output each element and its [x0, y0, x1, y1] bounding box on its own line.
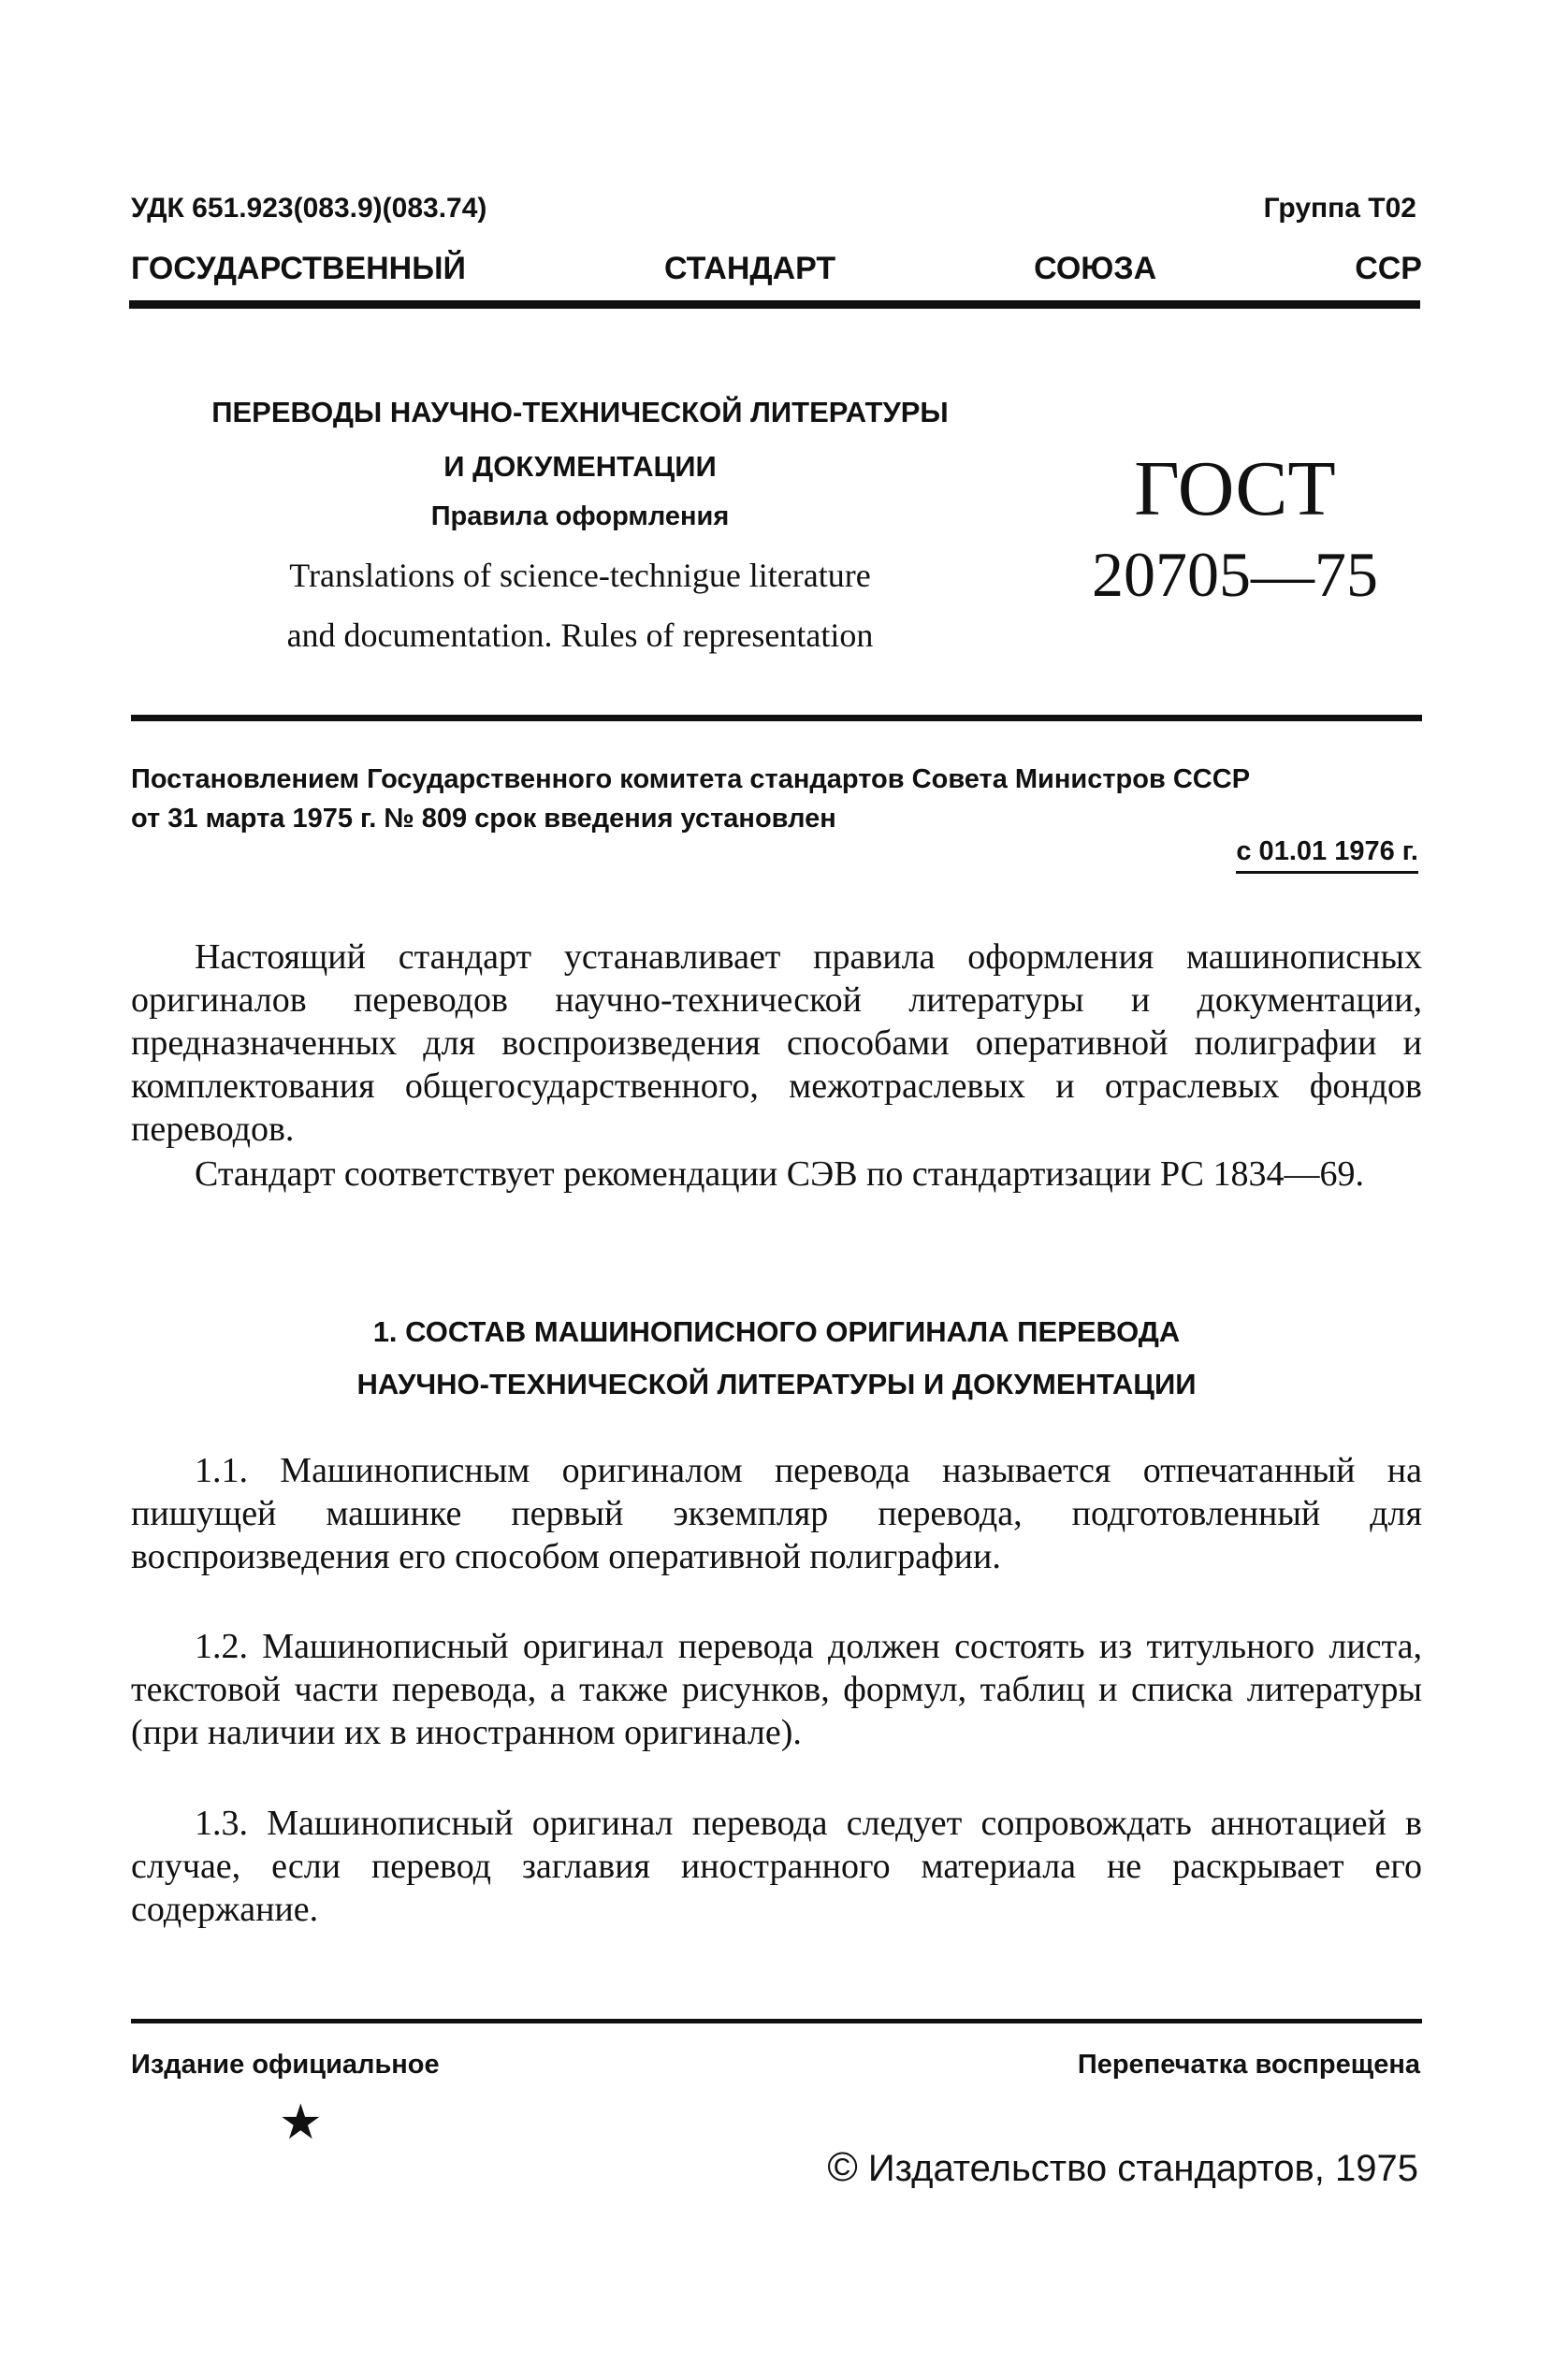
publisher-line — [827, 2144, 1418, 2191]
compliance-paragraph: Стандарт соответствует рекомендации СЭВ по стандартизации РС 1834—69. — [195, 1154, 1364, 1194]
middle-divider — [131, 715, 1422, 721]
item-1-2: 1.2. Машинописный оригинал перевода должен состоять из титульного листа, текстовой части перевода, а также рисунков, формул, таблиц и списка литературы (при наличии их в иностранном оригинале). — [131, 1627, 1422, 1752]
copyright-icon: © — [827, 2144, 858, 2190]
title-line-2: И ДОКУМЕНТАЦИИ — [443, 450, 717, 483]
title-line-1: ПЕРЕВОДЫ НАУЧНО-ТЕХНИЧЕСКОЙ ЛИТЕРАТУРЫ — [211, 396, 949, 428]
reprint-prohibited-label: Перепечатка воспрещена — [1077, 2050, 1420, 2080]
top-divider — [129, 300, 1420, 309]
udk-code: УДК 651.923(083.9)(083.74) — [131, 193, 487, 224]
item-1-3: 1.3. Машинописный оригинал перевода следует сопровождать аннотацией в случае, если перевод заглавия иностранного материала не раскрывает его содержание. — [131, 1804, 1422, 1929]
decree-line-1: Постановлением Государственного комитета стандартов Совета Министров СССР — [131, 764, 1251, 794]
section-1-heading — [131, 1306, 1422, 1411]
state-standard-banner — [131, 251, 1422, 287]
banner-word-3: СОЮЗА — [1034, 251, 1157, 286]
decree-line-2: от 31 марта 1975 г. № 809 срок введения установлен — [131, 804, 836, 834]
english-title-line-1: Translations of science-technigue literature — [289, 557, 871, 594]
publisher-name: Издательство стандартов, 1975 — [867, 2148, 1418, 2189]
effective-date: с 01.01 1976 г. — [1236, 836, 1418, 874]
banner-word-2: СТАНДАРТ — [663, 251, 836, 286]
title-subtitle: Правила оформления — [430, 501, 730, 531]
banner-word-1: ГОСУДАРСТВЕННЫЙ — [131, 251, 466, 286]
decree-text — [131, 760, 1422, 838]
section-heading-line-1: 1. СОСТАВ МАШИНОПИСНОГО ОРИГИНАЛА ПЕРЕВОДА — [372, 1315, 1181, 1348]
gost-number: 20705—75 — [1092, 539, 1378, 610]
group-code: Группа Т02 — [1263, 193, 1416, 224]
gost-designation — [1029, 445, 1441, 610]
official-edition-label: Издание официальное — [131, 2050, 440, 2080]
section-heading-line-2: НАУЧНО-ТЕХНИЧЕСКОЙ ЛИТЕРАТУРЫ И ДОКУМЕНТАЦИИ — [356, 1368, 1197, 1400]
title-block — [159, 385, 1001, 652]
item-1-1: 1.1. Машинописным оригиналом перевода называется отпечатанный на пишущей машинке первый экземпляр перевода, подготовленный для воспроизведения его способом оперативной полиграфии. — [131, 1451, 1422, 1576]
english-title-line-2: and documentation. Rules of representation — [286, 616, 874, 654]
intro-paragraph: Настоящий стандарт устанавливает правила оформления машинописных оригиналов переводов научно-технической литературы и документации, предназначенных для воспроизведения способами оперативной полиграфии и комплектования общегосударственного, межотраслевых и отраслевых фондов переводов. — [131, 937, 1422, 1149]
star-icon: ★ — [279, 2096, 323, 2150]
bottom-divider — [131, 2019, 1422, 2023]
banner-word-4: ССР — [1355, 251, 1422, 286]
gost-label: ГОСТ — [1134, 445, 1336, 532]
